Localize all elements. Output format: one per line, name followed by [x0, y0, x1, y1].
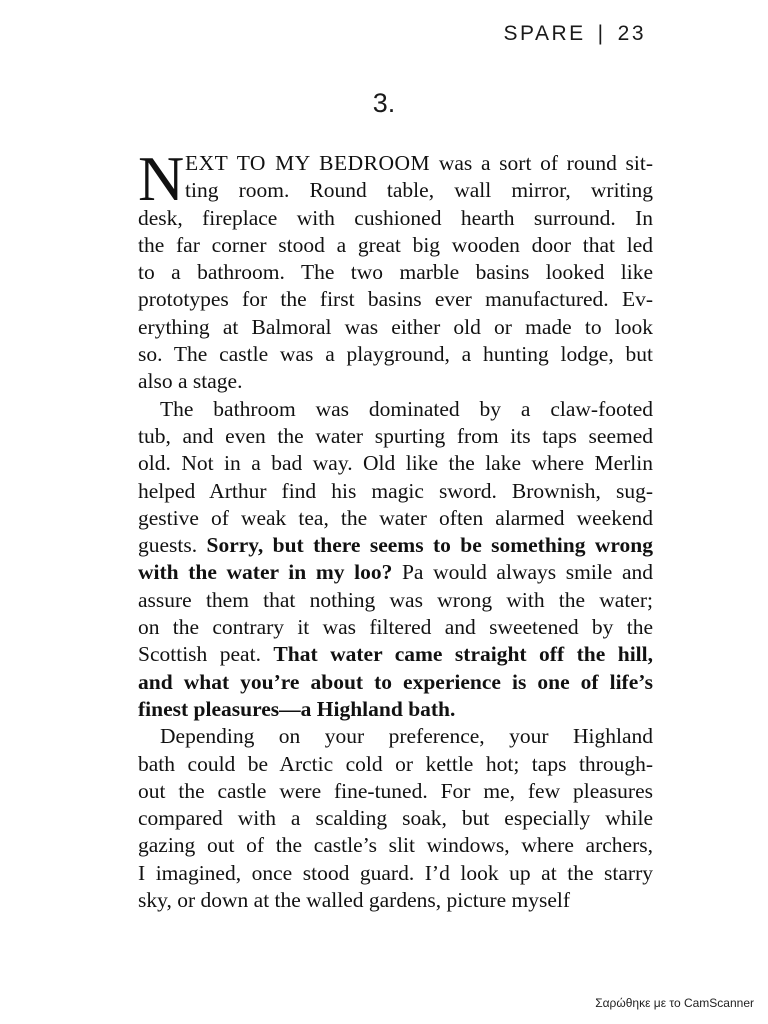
text-line [138, 614, 653, 641]
text-line [138, 669, 653, 696]
header-separator: | [597, 22, 606, 45]
text-segment: old. Not in a bad way. Old like the lake where Merlin [138, 451, 653, 476]
text-line [138, 751, 653, 778]
text-line [138, 641, 653, 668]
text-line [138, 177, 653, 204]
text-line [138, 205, 653, 232]
text-segment: to a bathroom. The two marble basins looked like [138, 260, 653, 285]
text-segment: assure them that nothing was wrong with the water; [138, 587, 653, 612]
chapter-heading: 3. [372, 88, 396, 118]
text-segment: I imagined, once stood guard. I’d look up at the starry [138, 860, 653, 885]
bold-text: Sorry, but there seems to be something wrong [206, 533, 654, 558]
text-segment: erything at Balmoral was either old or made to look [138, 314, 653, 339]
bold-text: That water came straight off the hill, [273, 642, 653, 667]
text-line [138, 478, 653, 505]
text-line [138, 505, 653, 532]
text-line [138, 341, 653, 368]
text-segment: guests. [138, 533, 207, 558]
text-line [138, 832, 653, 859]
text-segment: Scottish peat. [138, 642, 274, 667]
text-line [138, 232, 653, 259]
text-line [138, 887, 653, 914]
page-number: 23 [617, 22, 646, 45]
text-line [138, 259, 653, 286]
text-line [138, 696, 653, 723]
text-segment: also a stage. [138, 369, 243, 394]
text-line [138, 286, 653, 313]
text-segment: tub, and even the water spurting from its taps seemed [138, 423, 653, 448]
drop-cap: N [138, 143, 185, 214]
text-segment: gestive of weak tea, the water often alarmed weekend [138, 505, 653, 530]
book-title: SPARE [503, 22, 586, 45]
text-line [138, 860, 653, 887]
text-segment: was a sort of round sit- [430, 151, 653, 175]
text-segment: on the contrary it was filtered and sweetened by the [138, 615, 653, 640]
text-line [138, 368, 653, 395]
text-segment: helped Arthur find his magic sword. Brownish, sug- [138, 478, 653, 503]
bold-text: with the water in my loo? [138, 560, 393, 585]
text-segment: prototypes for the first basins ever manufactured. Ev- [138, 287, 653, 312]
bold-text: and what you’re about to experience is one of life’s [138, 669, 653, 694]
text-segment: sky, or down at the walled gardens, picture myself [138, 888, 571, 913]
text-line [138, 314, 653, 341]
running-header [504, 22, 646, 46]
bold-text: finest pleasures—a Highland bath. [138, 696, 456, 721]
body-text [138, 143, 654, 914]
text-segment: so. The castle was a playground, a hunting lodge, but [138, 342, 653, 367]
text-segment: ting room. Round table, wall mirror, writing [185, 178, 653, 203]
text-line [138, 396, 653, 423]
text-line [138, 723, 653, 750]
text-segment: Depending on your preference, your Highland [160, 724, 653, 749]
text-segment: bath could be Arctic cold or kettle hot; taps through- [138, 751, 653, 776]
text-segment: compared with a scalding soak, but especially while [138, 806, 653, 831]
text-line [138, 532, 653, 559]
text-line [138, 805, 653, 832]
text-segment: desk, fireplace with cushioned hearth surround. In [138, 205, 653, 230]
text-segment: the far corner stood a great big wooden door that led [138, 232, 653, 257]
text-line [138, 778, 653, 805]
lead-small-caps: EXT TO MY BEDROOM [185, 151, 431, 175]
text-line [138, 450, 653, 477]
text-line [138, 150, 653, 177]
text-segment: out the castle were fine-tuned. For me, few pleasures [138, 778, 653, 803]
scanner-watermark: Σαρώθηκε με το CamScanner [595, 996, 754, 1010]
text-segment: gazing out of the castle’s slit windows, where archers, [138, 833, 653, 858]
text-segment: Pa would always smile and [392, 560, 653, 585]
text-line [138, 559, 653, 586]
text-segment: The bathroom was dominated by a claw-footed [160, 396, 653, 421]
text-line [138, 587, 653, 614]
text-line [138, 423, 653, 450]
